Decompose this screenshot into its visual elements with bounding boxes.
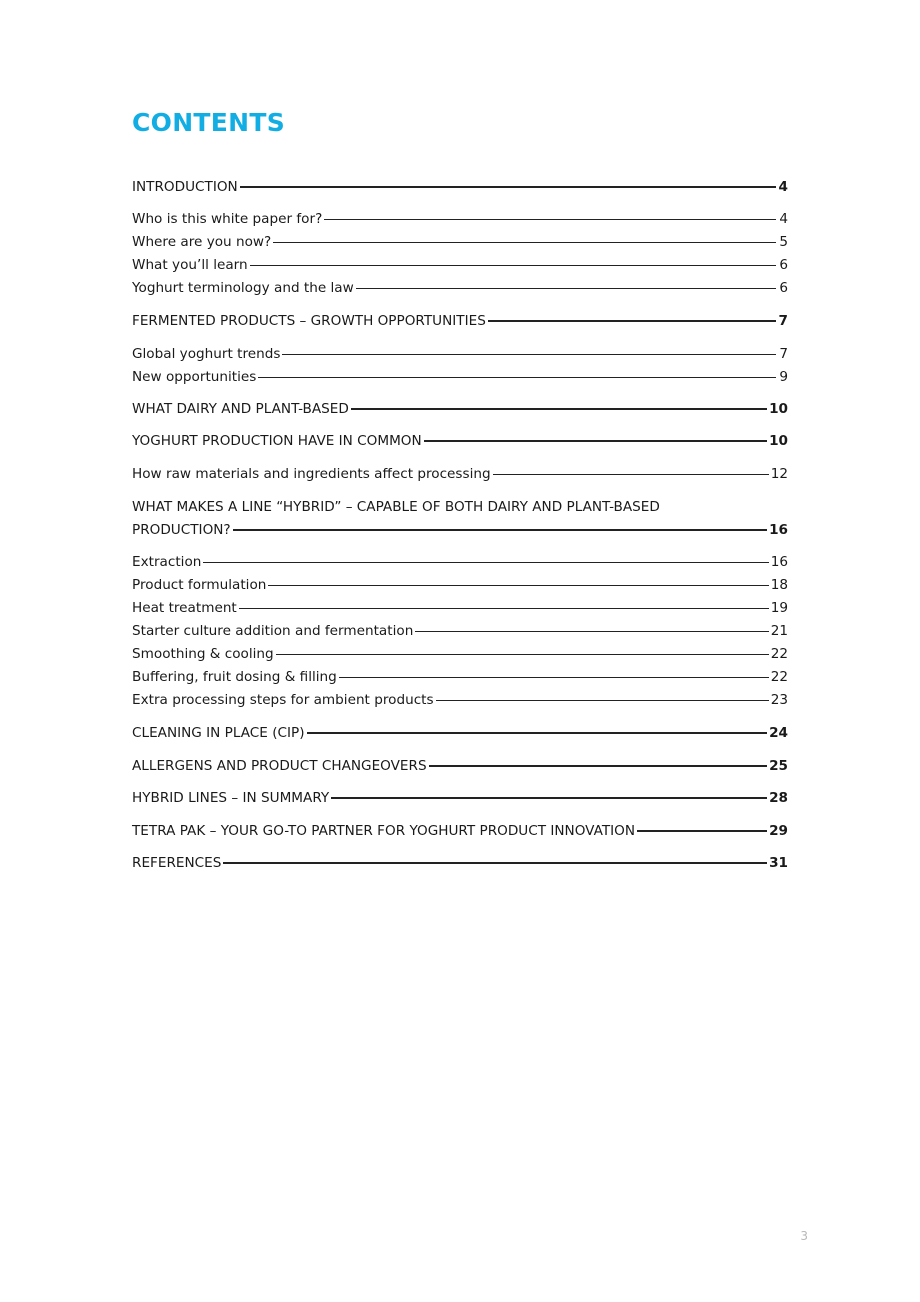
dot-leader <box>331 797 767 799</box>
dot-leader <box>233 529 767 531</box>
dot-leader <box>424 440 767 442</box>
toc-entry[interactable] <box>132 757 788 775</box>
dot-leader <box>429 765 767 767</box>
page-number: 3 <box>800 1229 808 1243</box>
toc-entry[interactable] <box>132 256 788 274</box>
toc-entry-label: Smoothing & cooling <box>132 646 274 662</box>
toc-entry-page: 10 <box>769 401 788 417</box>
toc-entry-page: 5 <box>779 234 788 250</box>
toc-entry-label: INTRODUCTION <box>132 179 238 195</box>
toc-entry[interactable] <box>132 691 788 709</box>
toc-entry[interactable] <box>132 432 788 450</box>
dot-leader <box>307 732 768 734</box>
dot-leader <box>276 654 769 655</box>
toc-entry-page: 16 <box>769 522 788 538</box>
toc-entry[interactable] <box>132 645 788 663</box>
dot-leader <box>436 700 769 701</box>
toc-entry-page: 23 <box>770 692 788 708</box>
toc-entry-label: ALLERGENS AND PRODUCT CHANGEOVERS <box>132 758 427 774</box>
dot-leader <box>203 562 768 563</box>
toc-entry-label: Who is this white paper for? <box>132 211 323 227</box>
toc-entry[interactable] <box>132 576 788 594</box>
toc-entry-page: 31 <box>769 855 788 871</box>
toc-entry-page: 22 <box>770 669 788 685</box>
dot-leader <box>240 186 776 188</box>
toc-entry-page: 24 <box>769 725 788 741</box>
toc-entry-page: 6 <box>779 280 788 296</box>
toc-entry-label: What you’ll learn <box>132 257 248 273</box>
toc-entry-page: 10 <box>769 433 788 449</box>
toc-entry[interactable] <box>132 368 788 386</box>
toc-entry-page: 4 <box>778 179 788 195</box>
toc-entry-label: Buffering, fruit dosing & filling <box>132 669 337 685</box>
toc-entry-page: 21 <box>770 623 788 639</box>
toc-entry-page: 18 <box>770 577 788 593</box>
toc-entry-label: REFERENCES <box>132 855 222 871</box>
toc-entry[interactable] <box>132 599 788 617</box>
dot-leader <box>239 608 769 609</box>
dot-leader <box>273 242 776 243</box>
toc-entry-page: 16 <box>770 554 788 570</box>
toc-entry[interactable] <box>132 789 788 807</box>
dot-leader <box>356 288 776 289</box>
toc-entry-page: 22 <box>770 646 788 662</box>
dot-leader <box>250 265 776 266</box>
toc-entry-label: New opportunities <box>132 369 257 385</box>
toc-entry[interactable] <box>132 465 788 483</box>
toc-entry[interactable] <box>132 854 788 872</box>
toc-entry-label: Heat treatment <box>132 600 237 616</box>
dot-leader <box>415 631 768 632</box>
toc-entry-page: 7 <box>779 346 788 362</box>
toc-entry[interactable] <box>132 279 788 297</box>
toc-entry-label-line1: WHAT MAKES A LINE “HYBRID” – CAPABLE OF BOTH DAIRY AND PLANT-BASED <box>132 499 660 515</box>
dot-leader <box>268 585 768 586</box>
toc-entry-page: 12 <box>770 466 788 482</box>
toc-entry[interactable] <box>132 498 788 539</box>
toc-entry-label: Where are you now? <box>132 234 272 250</box>
toc-entry-label: How raw materials and ingredients affect processing <box>132 466 491 482</box>
dot-leader <box>324 219 776 220</box>
dot-leader <box>223 862 767 864</box>
toc-entry-page: 9 <box>779 369 788 385</box>
dot-leader <box>258 377 776 378</box>
toc-entry-label: Extra processing steps for ambient products <box>132 692 434 708</box>
dot-leader <box>637 830 767 832</box>
dot-leader <box>351 408 767 410</box>
toc-entry[interactable] <box>132 178 788 196</box>
toc-entry-label: YOGHURT PRODUCTION HAVE IN COMMON <box>132 433 422 449</box>
toc-entry-page: 28 <box>769 790 788 806</box>
toc-entry-label: Yoghurt terminology and the law <box>132 280 354 296</box>
toc-entry[interactable] <box>132 724 788 742</box>
toc-entry-label: Product formulation <box>132 577 267 593</box>
toc-entry[interactable] <box>132 400 788 418</box>
toc-entry-page: 29 <box>769 823 788 839</box>
toc-entry-label: Starter culture addition and fermentation <box>132 623 414 639</box>
page-title: CONTENTS <box>132 108 286 137</box>
dot-leader <box>488 320 776 322</box>
toc-entry[interactable] <box>132 210 788 228</box>
toc-entry-page: 6 <box>779 257 788 273</box>
toc-entry-label: Global yoghurt trends <box>132 346 281 362</box>
dot-leader <box>282 354 776 355</box>
toc-entry-label: Extraction <box>132 554 202 570</box>
dot-leader <box>339 677 769 678</box>
toc-entry-label: CLEANING IN PLACE (CIP) <box>132 725 305 741</box>
toc-entry[interactable] <box>132 312 788 330</box>
dot-leader <box>493 474 769 475</box>
toc-entry-label: PRODUCTION? <box>132 522 231 538</box>
toc-entry-page: 4 <box>779 211 788 227</box>
toc-entry-label: HYBRID LINES – IN SUMMARY <box>132 790 330 806</box>
toc-entry[interactable] <box>132 622 788 640</box>
toc-entry-label: TETRA PAK – YOUR GO-TO PARTNER FOR YOGHURT PRODUCT INNOVATION <box>132 823 636 839</box>
toc-entry[interactable] <box>132 233 788 251</box>
toc-entry-page: 7 <box>778 313 788 329</box>
toc-entry[interactable] <box>132 822 788 840</box>
toc-entry[interactable] <box>132 553 788 571</box>
toc-entry-label: FERMENTED PRODUCTS – GROWTH OPPORTUNITIES <box>132 313 486 329</box>
toc-entry-page: 19 <box>770 600 788 616</box>
toc-entry-page: 25 <box>769 758 788 774</box>
toc-entry[interactable] <box>132 345 788 363</box>
toc-entry[interactable] <box>132 668 788 686</box>
toc-entry-label: WHAT DAIRY AND PLANT-BASED <box>132 401 349 417</box>
